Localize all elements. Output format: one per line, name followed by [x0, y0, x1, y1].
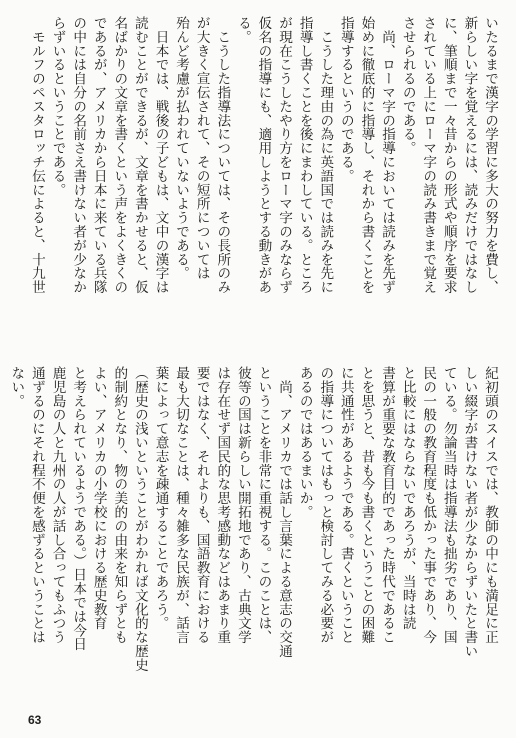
page-number: 63: [28, 713, 42, 727]
upper-text-block: いたるまで漢字の学習に多大の努力を費し、 新らしい字を覚えるには、読みだけではなし に、筆順まで一々昔からの形式や順序を要求 されている上にローマ字の読み書きまで覚え させられるのである。 尚、ローマ字の指導においては読みを先ず 始めに徹底的に指導し、それから書くことを 指導するというのである。 こうした理由の為に英語国では読みを先に 指導し書くことを後にまわしている。ところ が現在こうしたやり方をローマ字のみならず 仮名の指導にも、適用しようとする動きがあ る。 こうした指導法については、その長所のみ が大きく宣伝されて、その短所については 殆んど考慮が払われていないようである。 日本では、戦後の子どもは、文中の漢字は 読むことができるが、文章を書かせると、仮 名ばかりの文章を書くという声をよくきくの であるが、アメリカから日本に来ている兵隊 の中には自分の名前さえ書けない者が少なか らずいるということである。 モルフのペスタロッチ伝によると、十九世: [28, 16, 498, 294]
lower-text-block: 紀初頭のスイスでは、教師の中にも満足に正 しい綴字が書けない者が少なからずいたと書い ている。勿論当時は指導法も拙劣であり、国 民の一般の教育程度も低かった事であり、今 と比較にはならないであろうが、当時は読 書算が重要な教育目的であった時代であるこ とを思うと、昔も今も書くということの困難 に共通性があるようである。書くということ の指導についてはもっと検討してみる必要が あるのではあるまいか。 尚、アメリカでは話し言葉による意志の交通 ということを非常に重視する。このことは、 彼等の国は新らしい開拓地であり、古典文学 は存在せず国民的な思考感動などはあまり重 要ではなく、それよりも、国語教育における 最も大切なことは、種々雑多な民族が、話言 葉によって意志を疎通することであろう。 （歴史の浅いということがわかれば文化的な歴史 的制約となり、物の美的の由来を知らずとも よい、アメリカの小学校における歴史教育 と考えられているようである。）日本では今日 鹿児島の人と九州の人が話し合ってもふつう 通ずるのにそれ程不便を感ずるということは ない。: [8, 366, 498, 672]
